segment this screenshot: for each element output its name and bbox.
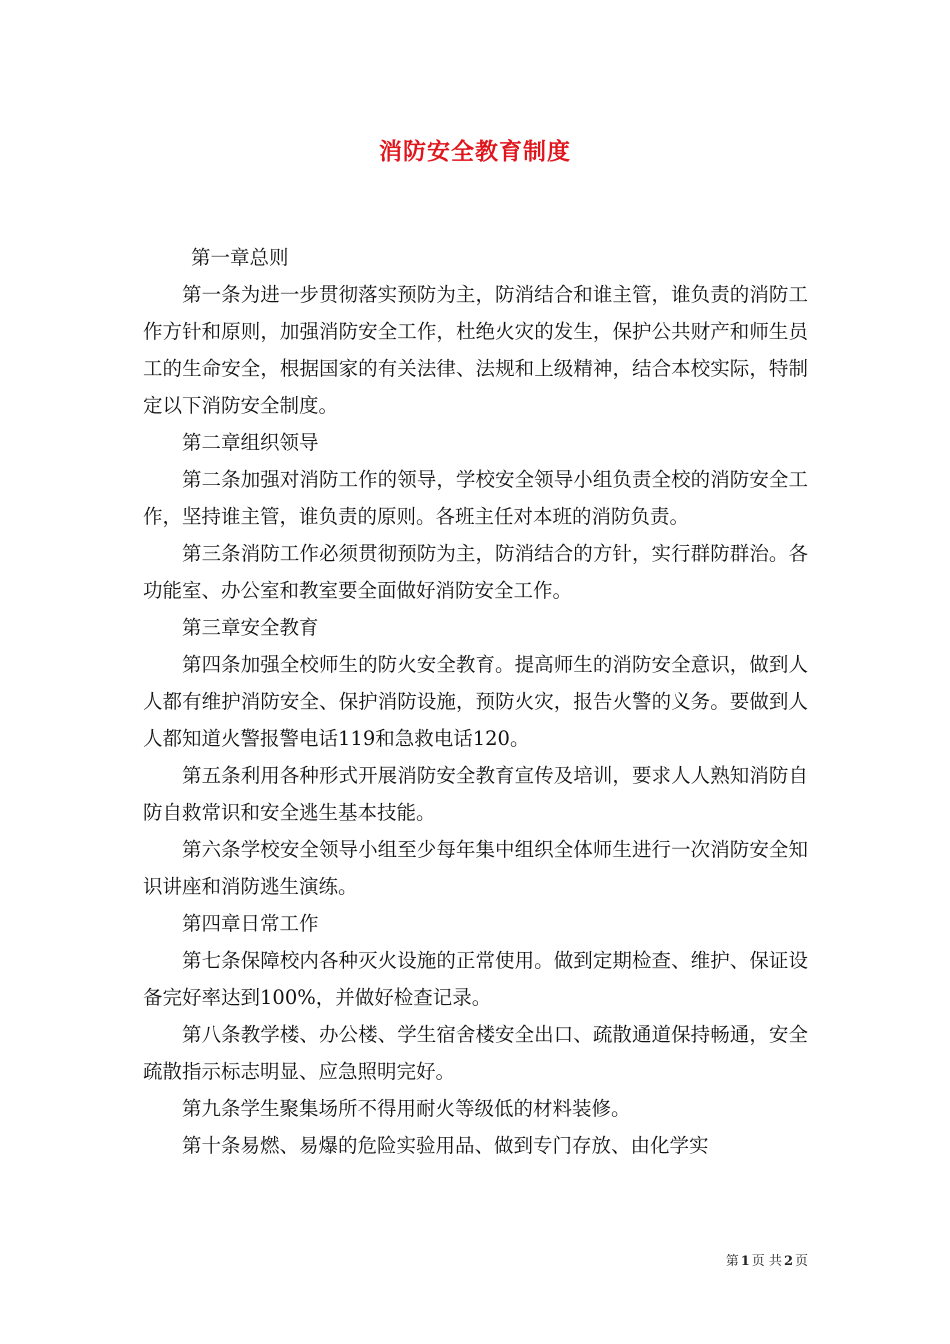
document-title: 消防安全教育制度 — [379, 138, 571, 165]
article-paragraph: 第一条为进一步贯彻落实预防为主，防消结合和谁主管，谁负责的消防工作方针和原则，加强消防安全工作，杜绝火灾的发生，保护公共财产和师生员工的生命安全，根据国家的有关法律、法规和上级精神，结合本校实际，特制定以下消防安全制度。 — [143, 283, 808, 417]
document-body — [143, 239, 808, 1164]
article-paragraph: 第七条保障校内各种灭火设施的正常使用。做到定期检查、维护、保证设备完好率达到100%，并做好检查记录。 — [143, 949, 808, 1009]
article-paragraph: 第五条利用各种形式开展消防安全教育宣传及培训，要求人人熟知消防自防自救常识和安全逃生基本技能。 — [143, 764, 808, 824]
page-footer — [726, 1250, 808, 1269]
chapter-heading: 第三章安全教育 — [182, 616, 319, 639]
total-pages-number: 2 — [783, 1254, 793, 1269]
article-paragraph: 第十条易燃、易爆的危险实验用品、做到专门存放、由化学实 — [182, 1134, 709, 1157]
chapter-heading: 第二章组织领导 — [182, 431, 319, 454]
article-paragraph: 第二条加强对消防工作的领导，学校安全领导小组负责全校的消防安全工作，坚持谁主管，谁负责的原则。各班主任对本班的消防负责。 — [143, 468, 808, 528]
article-paragraph: 第九条学生聚集场所不得用耐火等级低的材料装修。 — [182, 1097, 631, 1120]
article-paragraph: 第八条教学楼、办公楼、学生宿舍楼安全出口、疏散通道保持畅通，安全疏散指示标志明显、应急照明完好。 — [143, 1023, 808, 1083]
chapter-heading: 第一章总则 — [191, 246, 289, 269]
article-paragraph: 第六条学校安全领导小组至少每年集中组织全体师生进行一次消防安全知识讲座和消防逃生演练。 — [143, 838, 808, 898]
footer-middle: 页 共 — [751, 1254, 782, 1269]
chapter-heading: 第四章日常工作 — [182, 912, 319, 935]
footer-suffix: 页 — [794, 1254, 808, 1269]
current-page-number: 1 — [740, 1254, 750, 1269]
article-paragraph: 第三条消防工作必须贯彻预防为主，防消结合的方针，实行群防群治。各功能室、办公室和教室要全面做好消防安全工作。 — [143, 542, 808, 602]
footer-prefix: 第 — [725, 1254, 739, 1269]
article-paragraph: 第四条加强全校师生的防火安全教育。提高师生的消防安全意识，做到人人都有维护消防安全、保护消防设施，预防火灾，报告火警的义务。要做到人人都知道火警报警电话119和急救电话120。 — [143, 653, 808, 750]
